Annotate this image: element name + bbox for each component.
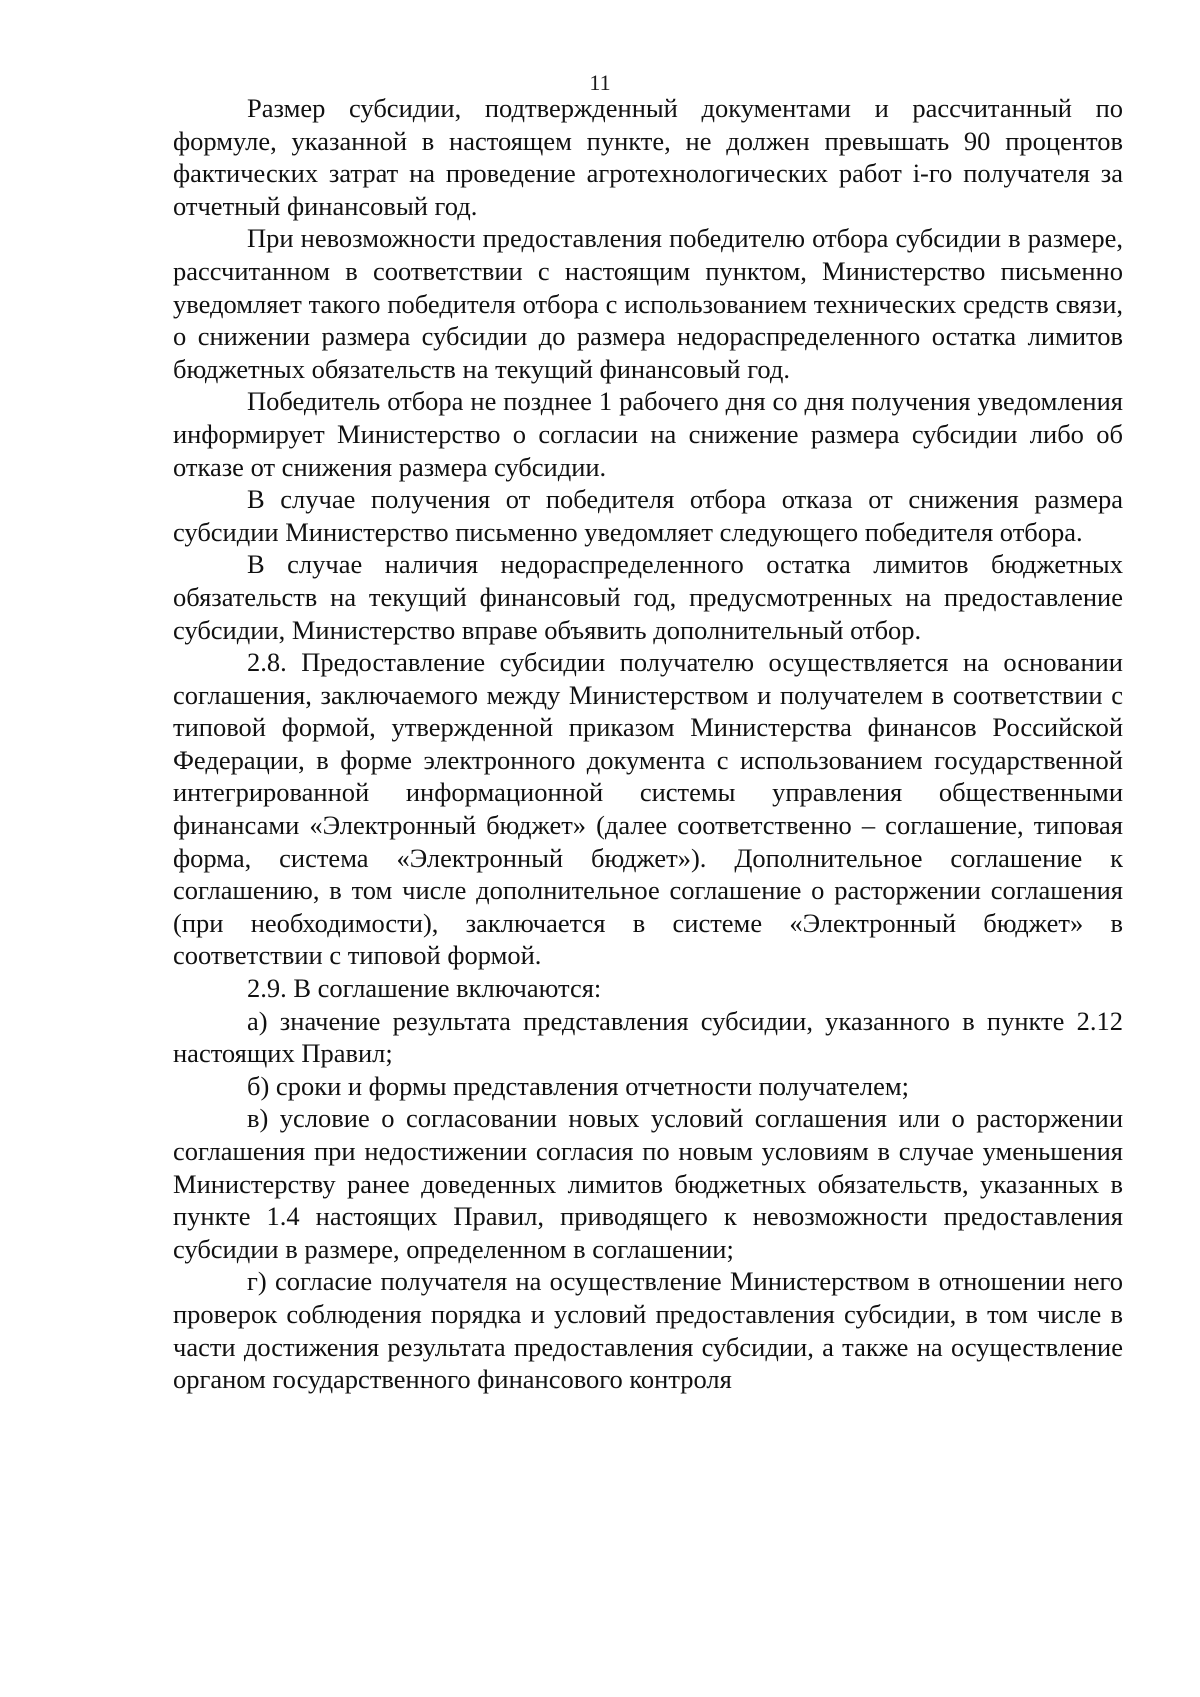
paragraph-impossibility-notice: При невозможности предоставления победителю отбора субсидии в размере, рассчитанном в соответствии с настоящим пунктом, Министерство письменно уведомляет такого победителя отбора с использованием технических средств связи, о снижении размера субсидии до размера недораспределенного остатка лимитов бюджетных обязательств на текущий финансовый год. xyxy=(173,223,1123,384)
paragraph-section-2-8: 2.8. Предоставление субсидии получателю осуществляется на основании соглашения, заключаемого между Министерством и получателем в соответствии с типовой формой, утвержденной приказом Министерства финансов Российской Федерации, в форме электронного документа с использованием государственной интегрированной информационной системы управления общественными финансами «Электронный бюджет» (далее соответственно – соглашение, типовая форма, система «Электронный бюджет»). Дополнительное соглашение к соглашению, в том числе дополнительное соглашение о расторжении соглашения (при необходимости), заключается в системе «Электронный бюджет» в соответствии с типовой формой. xyxy=(173,647,1123,971)
paragraph-section-2-9: 2.9. В соглашение включаются: xyxy=(247,973,602,1004)
paragraph-refusal-case: В случае получения от победителя отбора отказа от снижения размера субсидии Министерство письменно уведомляет следующего победителя отбора. xyxy=(173,484,1123,547)
list-item-a: а) значение результата представления субсидии, указанного в пункте 2.12 настоящих Правил; xyxy=(173,1005,1123,1069)
document-body xyxy=(173,92,1123,1396)
paragraph-winner-response: Победитель отбора не позднее 1 рабочего дня со дня получения уведомления информирует Министерство о согласии на снижение размера субсидии либо об отказе от снижения размера субсидии. xyxy=(173,386,1123,482)
page-number: 11 xyxy=(589,70,611,95)
list-item-g: г) согласие получателя на осуществление Министерством в отношении него проверок соблюдения порядка и условий предоставления субсидии, в том числе в части достижения результата предоставления субсидии, а также на осуществление органом государственного финансового контроля xyxy=(173,1266,1123,1395)
paragraph-additional-selection: В случае наличия недораспределенного остатка лимитов бюджетных обязательств на текущий финансовый год, предусмотренных на предоставление субсидии, Министерство вправе объявить дополнительный отбор. xyxy=(173,549,1123,645)
list-item-v: в) условие о согласовании новых условий соглашения или о расторжении соглашения при недостижении согласия по новым условиям в случае уменьшения Министерству ранее доведенных лимитов бюджетных обязательств, указанных в пункте 1.4 настоящих Правил, приводящего к невозможности предоставления субсидии в размере, определенном в соглашении; xyxy=(173,1103,1123,1264)
paragraph-subsidy-size: Размер субсидии, подтвержденный документами и рассчитанный по формуле, указанной в настоящем пункте, не должен превышать 90 процентов фактических затрат на проведение агротехнологических работ i-го получателя за отчетный финансовый год. xyxy=(173,93,1123,221)
list-item-b: б) сроки и формы представления отчетности получателем; xyxy=(247,1070,910,1101)
